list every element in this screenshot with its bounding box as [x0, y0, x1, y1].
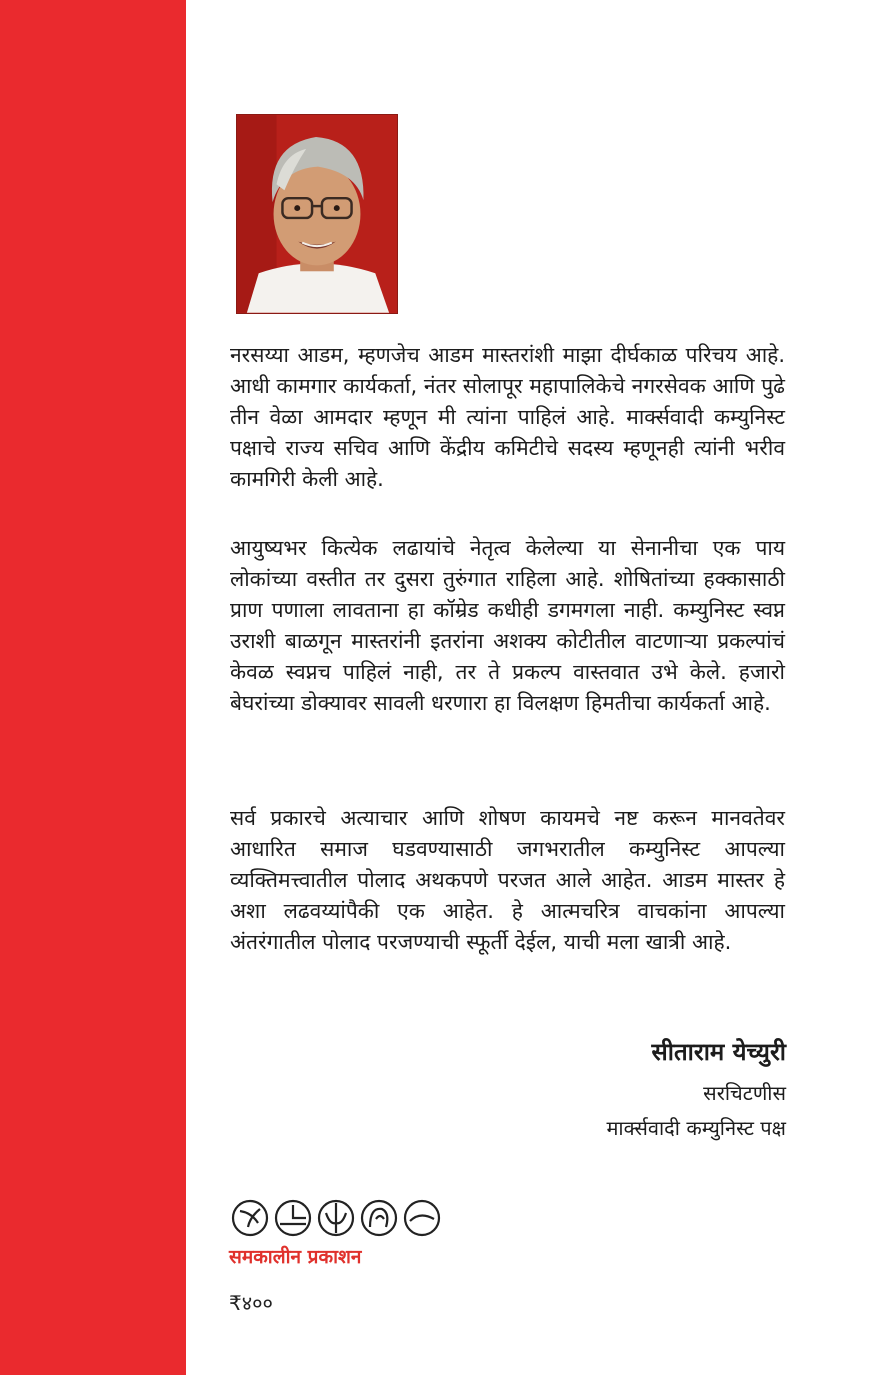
publisher-logo-icon: [230, 1197, 470, 1239]
paragraph-2: आयुष्यभर कित्येक लढायांचे नेतृत्व केलेल्या या सेनानीचा एक पाय लोकांच्या वस्तीत तर दुसरा तुरुंगात राहिला आहे. शोषितांच्या हक्कासाठी प्राण पणाला लावताना हा कॉम्रेड कधीही डगमगला नाही. कम्युनिस्ट स्वप्न उराशी बाळगून मास्तरांनी इतरांना अशक्य कोटीतील वाटणाऱ्या प्रकल्पांचं केवळ स्वप्नच पाहिलं नाही, तर ते प्रकल्प वास्तवात उभे केले. हजारो बेघरांच्या डोक्यावर सावली धरणारा हा विलक्षण हिमतीचा कार्यकर्ता आहे.: [230, 536, 785, 715]
publisher-name: समकालीन प्रकाशन: [229, 1246, 362, 1268]
paragraph-3: सर्व प्रकारचे अत्याचार आणि शोषण कायमचे नष्ट करून मानवतेवर आधारित समाज घडवण्यासाठी जगभरातील कम्युनिस्ट आपल्या व्यक्तिमत्त्वातील पोलाद अथकपणे परजत आले आहेत. आडम मास्तर हे अशा लढवय्यांपैकी एक आहेत. हे आत्मचरित्र वाचकांना आपल्या अंतरंगातील पोलाद परजण्याची स्फूर्ती देईल, याची मला खात्री आहे.: [230, 806, 785, 954]
signature-role: सरचिटणीस: [703, 1081, 786, 1105]
author-photo: [236, 114, 398, 314]
signature-name: सीताराम येच्युरी: [651, 1038, 786, 1066]
price: ₹४००: [229, 1291, 273, 1315]
signature-party: मार्क्सवादी कम्युनिस्ट पक्ष: [606, 1116, 786, 1140]
paragraph-1: नरसय्या आडम, म्हणजेच आडम मास्तरांशी माझा दीर्घकाळ परिचय आहे. आधी कामगार कार्यकर्ता, नंतर सोलापूर महापालिकेचे नगरसेवक आणि पुढे तीन वेळा आमदार म्हणून मी त्यांना पाहिलं आहे. मार्क्सवादी कम्युनिस्ट पक्षाचे राज्य सचिव आणि केंद्रीय कमिटीचे सदस्य म्हणूनही त्यांनी भरीव कामगिरी केली आहे.: [230, 343, 785, 491]
red-side-band: [0, 0, 186, 1375]
